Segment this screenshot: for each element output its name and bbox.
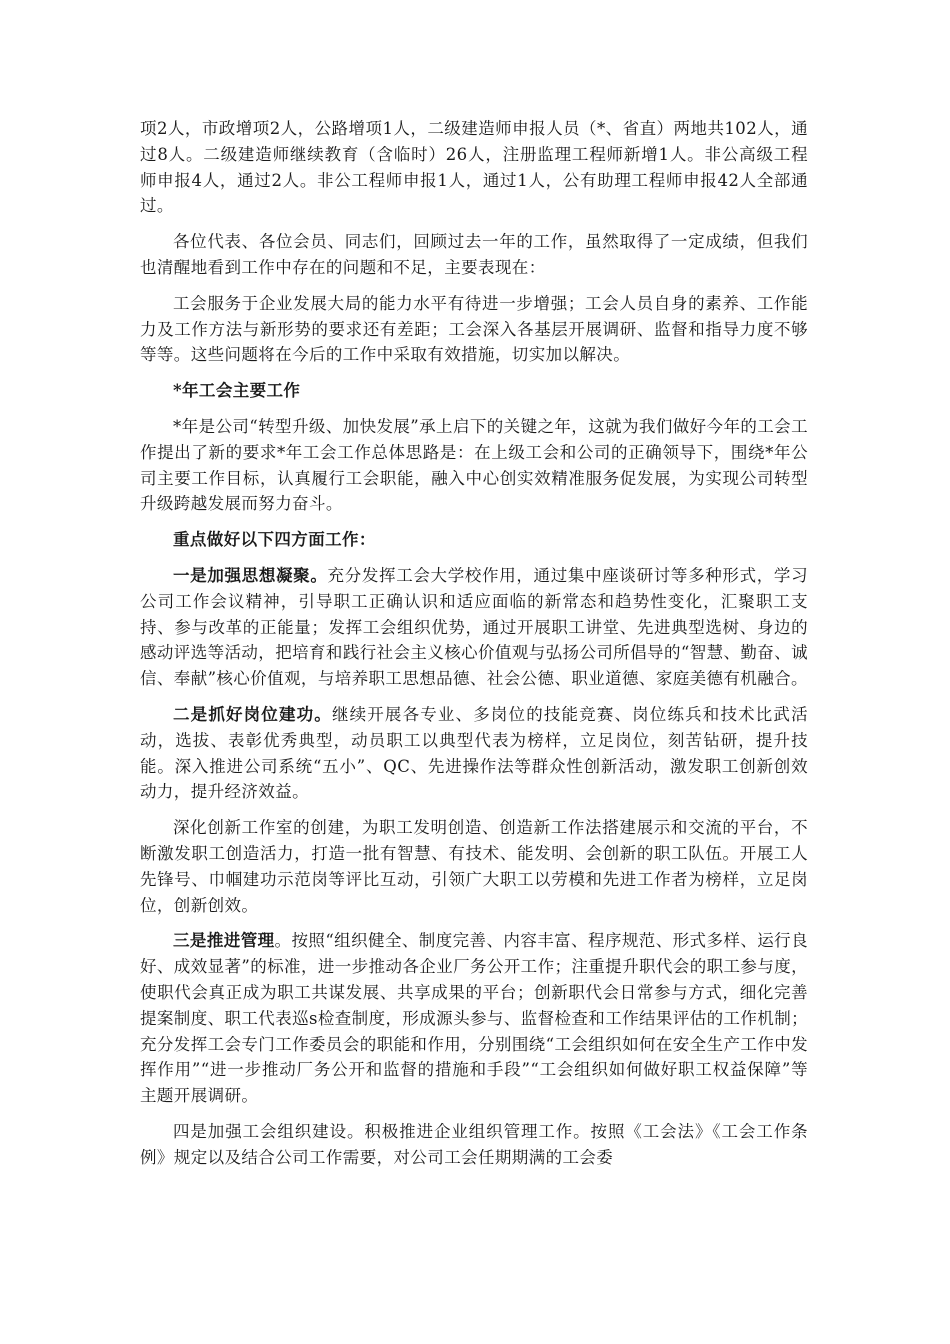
- paragraph-6: 深化创新工作室的创建，为职工发明创造、创造新工作法搭建展示和交流的平台，不断激发职工创造活力，打造一批有智慧、有技术、能发明、会创新的职工队伍。开展工人先锋号、巾帼建功示范岗等评比互动，引领广大职工以劳模和先进工作者为榜样，立足岗位，创新创效。: [140, 818, 808, 915]
- paragraph-7-lead: 三是推进管理: [173, 931, 275, 951]
- section-heading-main-work: *年工会主要工作: [173, 381, 301, 401]
- section-heading-four-aspects: 重点做好以下四方面工作：: [173, 530, 376, 550]
- paragraph-7-body: 。按照“组织健全、制度完善、内容丰富、程序规范、形式多样、运行良好、成效显著”的标准，进一步推动各企业厂务公开工作；注重提升职代会的职工参与度，使职代会真正成为职工共谋发展、共享成果的平台；创新职代会日常参与方式，细化完善提案制度、职工代表巡s检查制度，形成源头参与、监督检查和工作结果评估的工作机制；充分发挥工会专门工作委员会的职能和作用，分别围绕“工会组织如何在安全生产工作中发挥作用”“进一步推动厂务公开和监督的措施和手段”“工会组织如何做好职工权益保障”等主题开展调研。: [140, 931, 808, 1106]
- paragraph-5: [140, 702, 808, 805]
- paragraph-5-body: 继续开展各专业、多岗位的技能竞赛、岗位练兵和技术比武活动，选拔、表彰优秀典型，动员职工以典型代表为榜样，立足岗位，刻苦钻研，提升技能。深入推进公司系统“五小”、QC、先进操作法等群众性创新活动，激发职工创新创效动力，提升经济效益。: [140, 704, 808, 802]
- document-page: [140, 116, 808, 1180]
- paragraph-2: 工会服务于企业发展大局的能力水平有待进一步增强；工会人员自身的素养、工作能力及工作方法与新形势的要求还有差距；工会深入各基层开展调研、监督和指导力度不够等等。这些问题将在今后的工作中采取有效措施，切实加以解决。: [140, 293, 808, 365]
- paragraph-4: [140, 563, 808, 692]
- paragraph-3: *年是公司“转型升级、加快发展”承上启下的关键之年，这就为我们做好今年的工会工作提出了新的要求*年工会工作总体思路是：在上级工会和公司的正确领导下，围绕*年公司主要工作目标，认真履行工会职能，融入中心创实效精准服务促发展，为实现公司转型升级跨越发展而努力奋斗。: [140, 416, 808, 514]
- paragraph-1: 各位代表、各位会员、同志们，回顾过去一年的工作，虽然取得了一定成绩，但我们也清醒地看到工作中存在的问题和不足，主要表现在：: [140, 232, 808, 277]
- paragraph-5-lead: 二是抓好岗位建功。: [173, 704, 332, 724]
- paragraph-7: [140, 928, 808, 1109]
- paragraph-4-body: 充分发挥工会大学校作用，通过集中座谈研讨等多种形式，学习公司工作会议精神，引导职工正确认识和适应面临的新常态和趋势性变化，汇聚职工支持、参与改革的正能量；发挥工会组织优势，通过开展职工讲堂、先进典型选树、身边的感动评选等活动，把培育和践行社会主义核心价值观与弘扬公司所倡导的“智慧、勤奋、诚信、奉献”核心价值观，与培养职工思想品德、社会公德、职业道德、家庭美德有机融合。: [140, 565, 808, 689]
- paragraph-4-lead: 一是加强思想凝聚。: [173, 565, 328, 585]
- paragraph-0: 项2人，市政增项2人，公路增项1人，二级建造师申报人员（*、省直）两地共102人，通过8人。二级建造师继续教育（含临时）26人，注册监理工程师新增1人。非公高级工程师申报4人，通过2人。非公工程师申报1人，通过1人，公有助理工程师申报42人全部通过。: [140, 119, 808, 216]
- paragraph-8: 四是加强工会组织建设。积极推进企业组织管理工作。按照《工会法》《工会工作条例》规定以及结合公司工作需要，对公司工会任期期满的工会委: [140, 1121, 808, 1167]
